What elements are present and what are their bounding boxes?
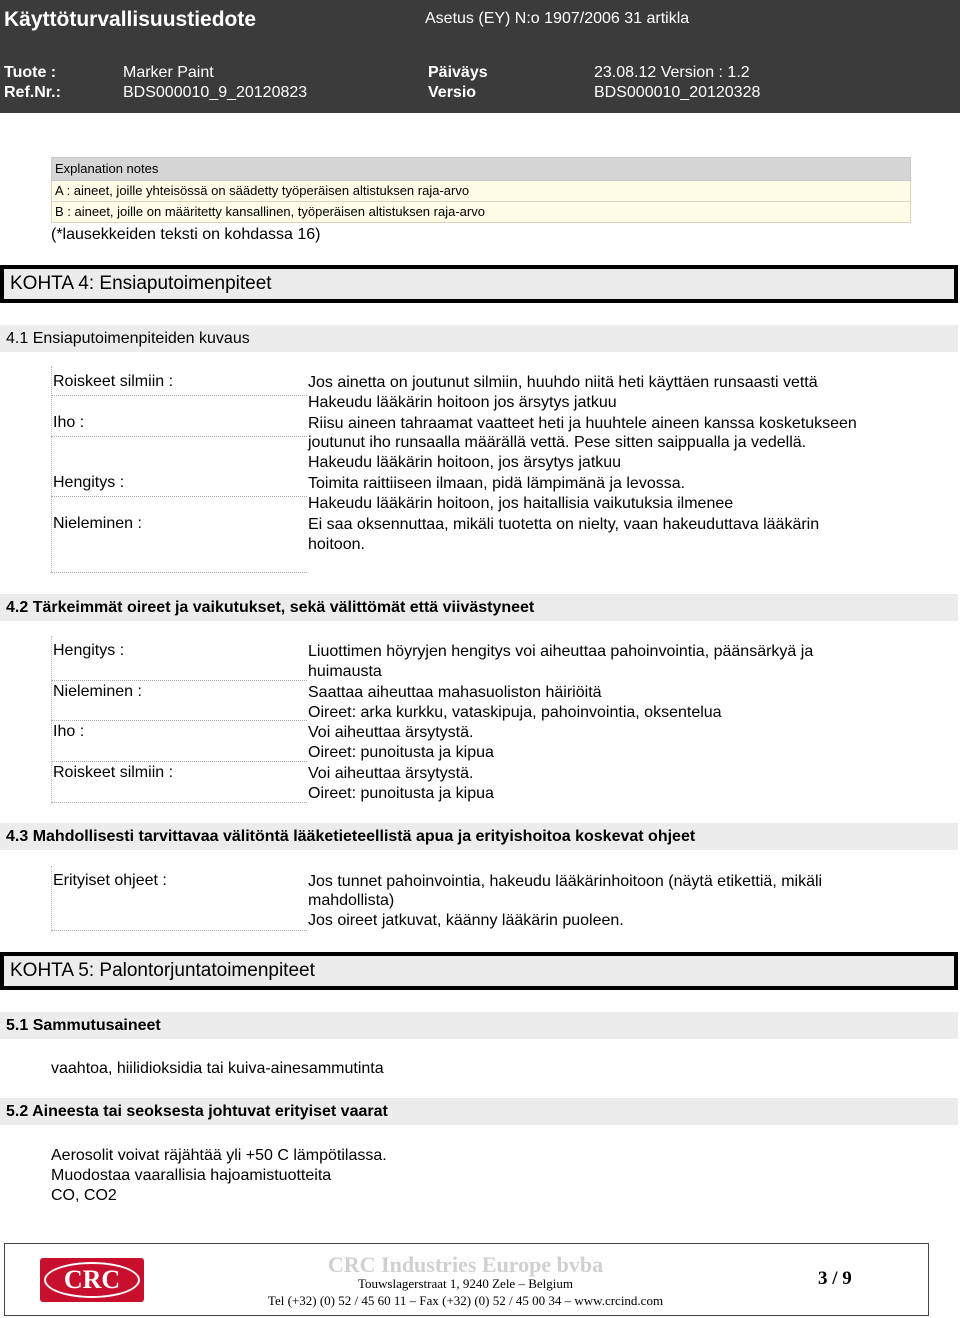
version-value: BDS000010_20120328 (594, 84, 761, 101)
instruction-line: mahdollista) (308, 892, 395, 909)
table-border (51, 366, 52, 572)
label-eyes: Roiskeet silmiin : (53, 373, 174, 390)
ref-label: Ref.Nr.: (4, 84, 61, 101)
company-name: CRC Industries Europe bvba (327, 1252, 604, 1277)
symptom-line: Oireet: punoitusta ja kipua (308, 785, 494, 802)
section-4-heading: KOHTA 4: Ensiaputoimenpiteet (0, 265, 958, 303)
divider (51, 680, 307, 681)
first-aid-line: Hakeudu lääkärin hoitoon jos ärsytys jatkuu (308, 394, 617, 411)
logo-text: CRC (44, 1262, 140, 1298)
divider (51, 572, 307, 573)
first-aid-line: hoitoon. (308, 536, 365, 553)
first-aid-line: Hakeudu lääkärin hoitoon, jos haitallisia vaikutuksia ilmenee (308, 495, 734, 512)
divider (51, 395, 307, 396)
label-ingestion: Nieleminen : (53, 683, 142, 700)
label-eyes: Roiskeet silmiin : (53, 764, 174, 781)
explanation-notes (51, 157, 911, 223)
version-label: Versio (428, 84, 477, 101)
extinguishing-media: vaahtoa, hiilidioksidia tai kuiva-ainesammutinta (51, 1060, 384, 1077)
divider (51, 720, 307, 721)
subsection-4-3-heading: 4.3 Mahdollisesti tarvittavaa välitöntä lääketieteellistä apua ja erityishoitoa koskevat ohjeet (0, 823, 958, 850)
notes-row-b: B : aineet, joille on määritetty kansallinen, työperäisen altistuksen raja-arvo (51, 202, 911, 223)
divider (51, 436, 307, 437)
first-aid-line: Toimita raittiiseen ilmaan, pidä lämpimänä ja levossa. (308, 475, 686, 492)
document-title: Käyttöturvallisuustiedote (4, 8, 257, 31)
hazard-line: Aerosolit voivat räjähtää yli +50 C lämpötilassa. (51, 1147, 387, 1164)
divider (51, 930, 307, 931)
symptom-line: Oireet: arka kurkku, vataskipuja, pahoinvointia, oksentelua (308, 704, 722, 721)
product-value: Marker Paint (123, 64, 214, 81)
symptom-line: Oireet: punoitusta ja kipua (308, 744, 494, 761)
subsection-4-2-heading: 4.2 Tärkeimmät oireet ja vaikutukset, sekä välittömät että viivästyneet (0, 594, 958, 621)
subsection-5-1-heading: 5.1 Sammutusaineet (0, 1012, 958, 1039)
divider (51, 802, 307, 803)
section-5-heading: KOHTA 5: Palontorjuntatoimenpiteet (0, 952, 958, 990)
notes-row-a: A : aineet, joille yhteisössä on säädetty työperäisen altistuksen raja-arvo (51, 181, 911, 202)
hazard-line: Muodostaa vaarallisia hajoamistuotteita (51, 1167, 332, 1184)
first-aid-line: Jos ainetta on joutunut silmiin, huuhdo niitä heti käyttäen runsaasti vettä (308, 374, 818, 391)
company-address: Touwslagerstraat 1, 9240 Zele – Belgium (358, 1276, 573, 1291)
subsection-4-1-heading: 4.1 Ensiaputoimenpiteiden kuvaus (0, 325, 958, 352)
divider (51, 496, 307, 497)
label-skin: Iho : (53, 414, 85, 431)
label-inhalation: Hengitys : (53, 474, 125, 491)
label-special-instructions: Erityiset ohjeet : (53, 872, 167, 889)
instruction-line: Jos oireet jatkuvat, käänny lääkärin puoleen. (308, 912, 624, 929)
label-inhalation: Hengitys : (53, 642, 125, 659)
date-value: 23.08.12 Version : 1.2 (594, 64, 750, 81)
subsection-5-2-heading: 5.2 Aineesta tai seoksesta johtuvat erityiset vaarat (0, 1098, 958, 1125)
ref-value: BDS000010_9_20120823 (123, 84, 308, 101)
table-border (51, 866, 52, 930)
first-aid-line: Hakeudu lääkärin hoitoon, jos ärsytys jatkuu (308, 454, 622, 471)
regulation-reference: Asetus (EY) N:o 1907/2006 31 artikla (425, 10, 690, 27)
symptom-line: Voi aiheuttaa ärsytystä. (308, 724, 474, 741)
date-label: Päiväys (428, 64, 488, 81)
product-label: Tuote : (4, 64, 57, 81)
symptom-line: Saattaa aiheuttaa mahasuoliston häiriöitä (308, 684, 602, 701)
label-ingestion: Nieleminen : (53, 515, 142, 532)
notes-heading: Explanation notes (51, 157, 911, 181)
table-border (51, 636, 52, 802)
hazard-line: CO, CO2 (51, 1187, 117, 1204)
symptom-line: Voi aiheuttaa ärsytystä. (308, 765, 474, 782)
label-skin: Iho : (53, 723, 85, 740)
symptom-line: Liuottimen höyryjen hengitys voi aiheuttaa pahoinvointia, päänsärkyä ja (308, 643, 814, 660)
first-aid-line: Ei saa oksennuttaa, mikäli tuotetta on nielty, vaan hakeuduttava lääkärin (308, 516, 820, 533)
notes-footnote: (*lausekkeiden teksti on kohdassa 16) (51, 226, 321, 243)
company-contact: Tel (+32) (0) 52 / 45 60 11 – Fax (+32) (0) 52 / 45 00 34 – www.crcind.com (267, 1293, 664, 1308)
first-aid-line: Riisu aineen tahraamat vaatteet heti ja huuhtele aineen kanssa kosketukseen (308, 415, 857, 432)
symptom-line: huimausta (308, 663, 382, 680)
page-number: 3 / 9 (818, 1268, 852, 1289)
divider (51, 761, 307, 762)
instruction-line: Jos tunnet pahoinvointia, hakeudu lääkärinhoitoon (näytä etikettiä, mikäli (308, 873, 823, 890)
first-aid-line: joutunut iho runsaalla määrällä vettä. Pese sitten saippualla ja vedellä. (308, 434, 807, 451)
